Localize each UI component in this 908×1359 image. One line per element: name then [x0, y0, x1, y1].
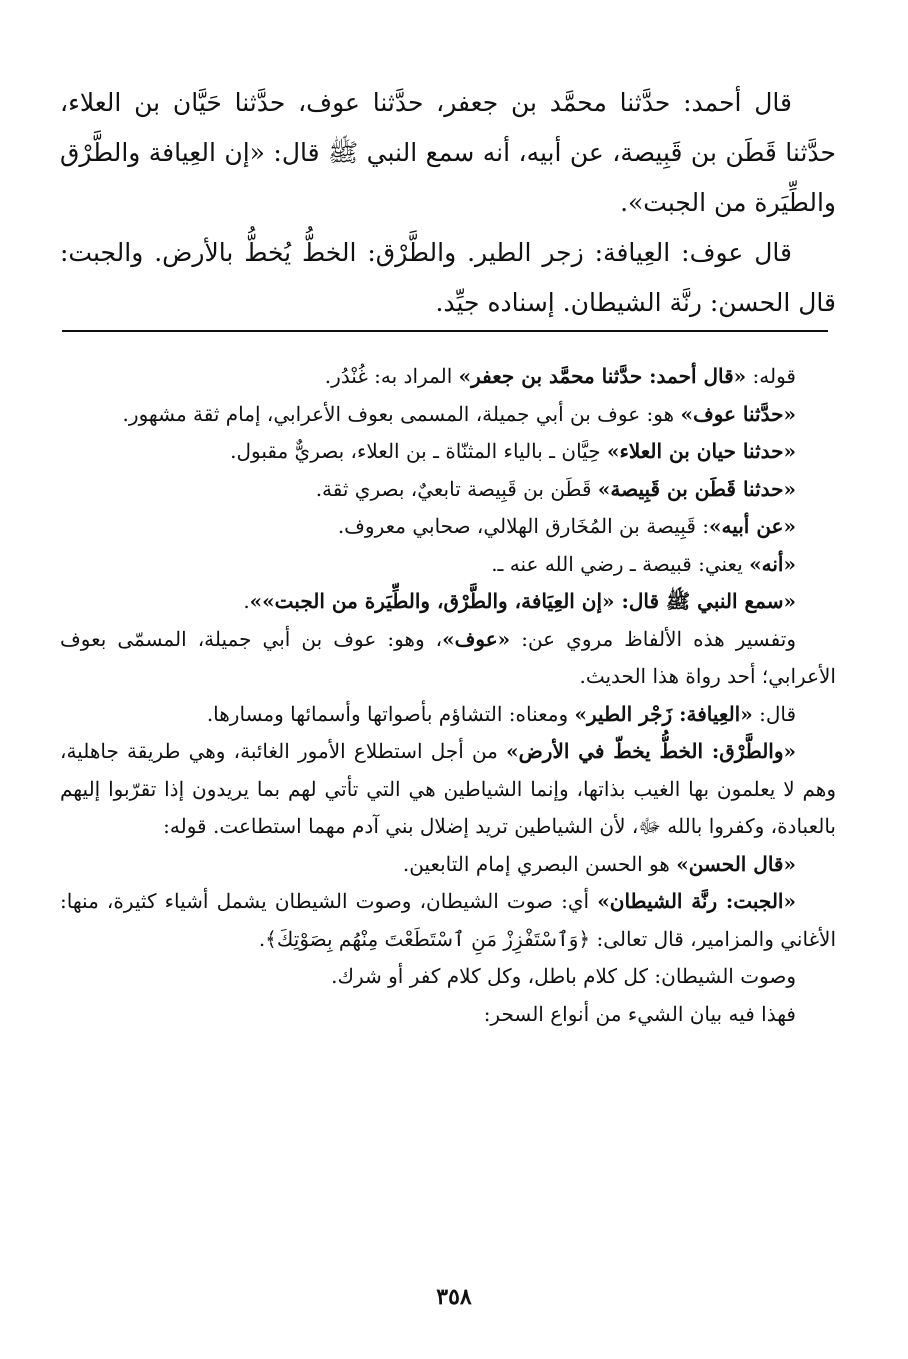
commentary-text: حِيَّان ـ بالياء المثنّاة ـ بن العلاء، بصريٌّ مقبول.: [230, 439, 607, 463]
commentary-text: فهذا فيه بيان الشيء من أنواع السحر:: [483, 1001, 796, 1026]
hadith-paragraph: قال أحمد: حدَّثنا محمَّد بن جعفر، حدَّثنا عوف، حدَّثنا حَيَّان بن العلاء، حدَّثنا قَطَن بن قَبِيصة، عن أبيه، أنه سمع النبي ﷺ قال: «إن العِيافة والطَّرْق والطِّيَرة من الجبت».: [60, 88, 836, 217]
commentary-text: .: [243, 589, 250, 613]
hadith-explanation-paragraph: قال عوف: العِيافة: زجر الطير. والطَّرْق: الخطُّ يُخطُّ بالأرض. والجبت: قال الحسن: رنَّة الشيطان. إسناده جيِّد.: [60, 238, 836, 317]
commentary-text: ، وهو: عوف بن أبي جميلة، المسمّى بعوف الأعرابي؛ أحد رواة هذا الحديث.: [60, 626, 836, 688]
commentary-quote: «قال الحسن»: [676, 851, 796, 876]
commentary-text: هو الحسن البصري إمام التابعين.: [402, 851, 677, 876]
commentary-text: وصوت الشيطان: كل كلام باطل، وكل كلام كفر أو شرك.: [331, 964, 796, 988]
page-number: ٣٥٨: [436, 1284, 472, 1310]
commentary-paragraph: [60, 358, 836, 396]
commentary-paragraph: [60, 508, 836, 546]
commentary-lead: قوله:: [746, 364, 796, 388]
commentary-quote: «والطَّرْق: الخطُّ يخطّ في الأرض»: [506, 739, 796, 763]
commentary-paragraph: [60, 583, 836, 621]
commentary-paragraph: [60, 846, 836, 884]
commentary-text: : قَبِيصة بن المُخَارق الهلالي، صحابي معروف.: [337, 514, 709, 538]
commentary-quote: «عوف»: [442, 626, 511, 651]
commentary-paragraph: [60, 396, 836, 434]
commentary-paragraph: [60, 958, 836, 996]
hadith-text: [60, 78, 836, 328]
commentary-quote: «حدَّثنا عوف»: [680, 401, 796, 426]
commentary-text: قَطَن بن قَبِيصة تابعيٌ، بصري ثقة.: [315, 476, 598, 501]
commentary-paragraph: [60, 996, 836, 1034]
commentary-paragraph: [60, 733, 836, 846]
commentary-text: هو: عوف بن أبي جميلة، المسمى بعوف الأعرابي، إمام ثقة مشهور.: [122, 401, 681, 426]
commentary-quote: «سمع النبي ﷺ قال: «إن العِيَافة، والطَّرْق، والطِّيَرة من الجبت»»: [249, 589, 796, 613]
commentary-quote: «حدثنا حيان بن العلاء»: [606, 439, 796, 463]
commentary-quote: «عن أبيه»: [708, 514, 796, 538]
commentary-quote: «قال أحمد: حدَّثنا محمَّد بن جعفر»: [458, 364, 747, 388]
commentary-paragraph: [60, 471, 836, 509]
commentary-paragraph: [60, 433, 836, 471]
commentary-text: أي: صوت الشيطان، وصوت الشيطان يشمل أشياء كثيرة، منها: الأغاني والمزامير، قال تعالى: ﴿وَٱسْتَفْزِزْ مَنِ ٱسْتَطَعْتَ مِنْهُم بِصَوْتِكَ﴾.: [60, 889, 836, 951]
commentary-lead: وتفسير هذه الألفاظ مروي عن:: [510, 626, 796, 651]
commentary-paragraph: [60, 546, 836, 584]
commentary-quote: «العِيافة: زَجْر الطير»: [574, 701, 753, 726]
commentary-paragraph: [60, 621, 836, 696]
commentary-paragraph: [60, 696, 836, 734]
commentary-text: المراد به: غُنْدُر.: [324, 364, 459, 388]
commentary-text: يعني: قبيصة ـ رضي الله عنه ـ.: [491, 551, 750, 576]
section-divider: [62, 330, 828, 332]
commentary-text: من أجل استطلاع الأمور الغائبة، وهي طريقة جاهلية، وهم لا يعلمون بها الغيب بذاتها، وإنما الشياطين هي التي تأتي لهم بما يريدون إذا تقرّبوا إليهم بالعبادة، وكفروا بالله ﷻ، لأن الشياطين تريد إضلال بني آدم مهما استطاعت. قوله:: [60, 739, 836, 838]
commentary-quote: «حدثنا قَطَن بن قَبِيصة»: [597, 476, 796, 501]
commentary-paragraph: [60, 883, 836, 958]
commentary-text: ومعناه: التشاؤم بأصواتها وأسمائها ومسارها.: [206, 701, 575, 726]
commentary: [60, 358, 836, 1033]
commentary-lead: قال:: [752, 701, 796, 726]
commentary-quote: «أنه»: [749, 551, 796, 576]
commentary-quote: «الجبت: رنَّة الشيطان»: [597, 889, 796, 913]
